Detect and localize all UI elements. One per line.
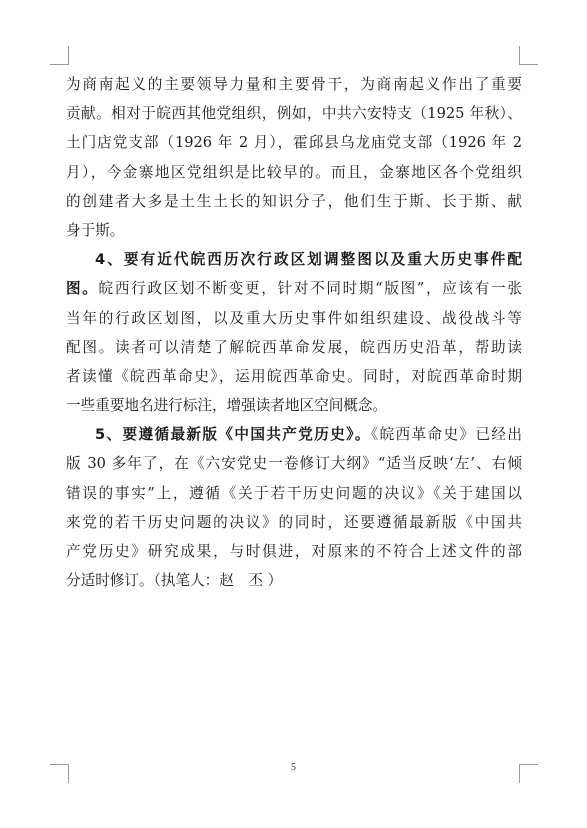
text-line	[66, 420, 522, 449]
crop-mark-top-right	[519, 46, 538, 65]
paragraph-3	[66, 420, 522, 595]
body-text	[66, 70, 522, 595]
text-line: 为商南起义的主要领导力量和主要骨干，为商南起义作出了重要	[66, 76, 522, 93]
section-heading-4-end: 图。	[66, 280, 99, 298]
text-span: 皖西行政区划不断变更，针对不同时期“版图”，应该有一张	[98, 280, 522, 298]
text-line: 贡献。相对于皖西其他党组织，例如，中共六安特支（1925 年秋）、	[66, 105, 522, 123]
crop-mark-top-left	[50, 46, 69, 65]
text-line: 来党的若干历史问题的决议》的同时，还要遵循最新版《中国共	[66, 513, 522, 531]
text-line	[66, 274, 522, 303]
text-line: 月），今金寨地区党组织是比较早的。而且，金寨地区各个党组织	[66, 163, 522, 181]
text-span: 《皖西革命史》已经出	[370, 426, 522, 444]
paragraph-2	[66, 245, 522, 420]
paragraph-1	[66, 70, 522, 245]
text-line: 错误的事实”上，遵循《关于若干历史问题的决议》《关于建国以	[66, 484, 522, 502]
text-line: 当年的行政区划图，以及重大历史事件如组织建设、战役战斗等	[66, 309, 522, 327]
text-line: 一些重要地名进行标注，增强读者地区空间概念。	[66, 397, 388, 415]
text-line: 者读懂《皖西革命史》，运用皖西革命史。同时，对皖西革命时期	[66, 367, 522, 385]
text-line: 土门店党支部（1926 年 2 月），霍邱县乌龙庙党支部（1926 年 2	[66, 134, 522, 152]
text-line: 的创建者大多是土生土长的知识分子，他们生于斯、长于斯、献	[66, 192, 522, 210]
page-number: 5	[291, 762, 296, 773]
section-heading-4: 4、要有近代皖西历次行政区划调整图以及重大历史事件配	[95, 251, 522, 269]
section-heading-5: 5、要遵循最新版《中国共产党历史》。	[95, 426, 371, 444]
text-line: 身于斯。	[66, 221, 125, 239]
text-line: 版 30 多年了，在《六安党史一卷修订大纲》“适当反映‘左’、右倾	[66, 455, 522, 473]
text-line: 配图。读者可以清楚了解皖西革命发展，皖西历史沿革，帮助读	[66, 338, 522, 356]
text-line: 产党历史》研究成果，与时俱进，对原来的不符合上述文件的部	[66, 543, 522, 560]
text-line: 分适时修订。（执笔人：赵 丕 ）	[66, 572, 283, 590]
